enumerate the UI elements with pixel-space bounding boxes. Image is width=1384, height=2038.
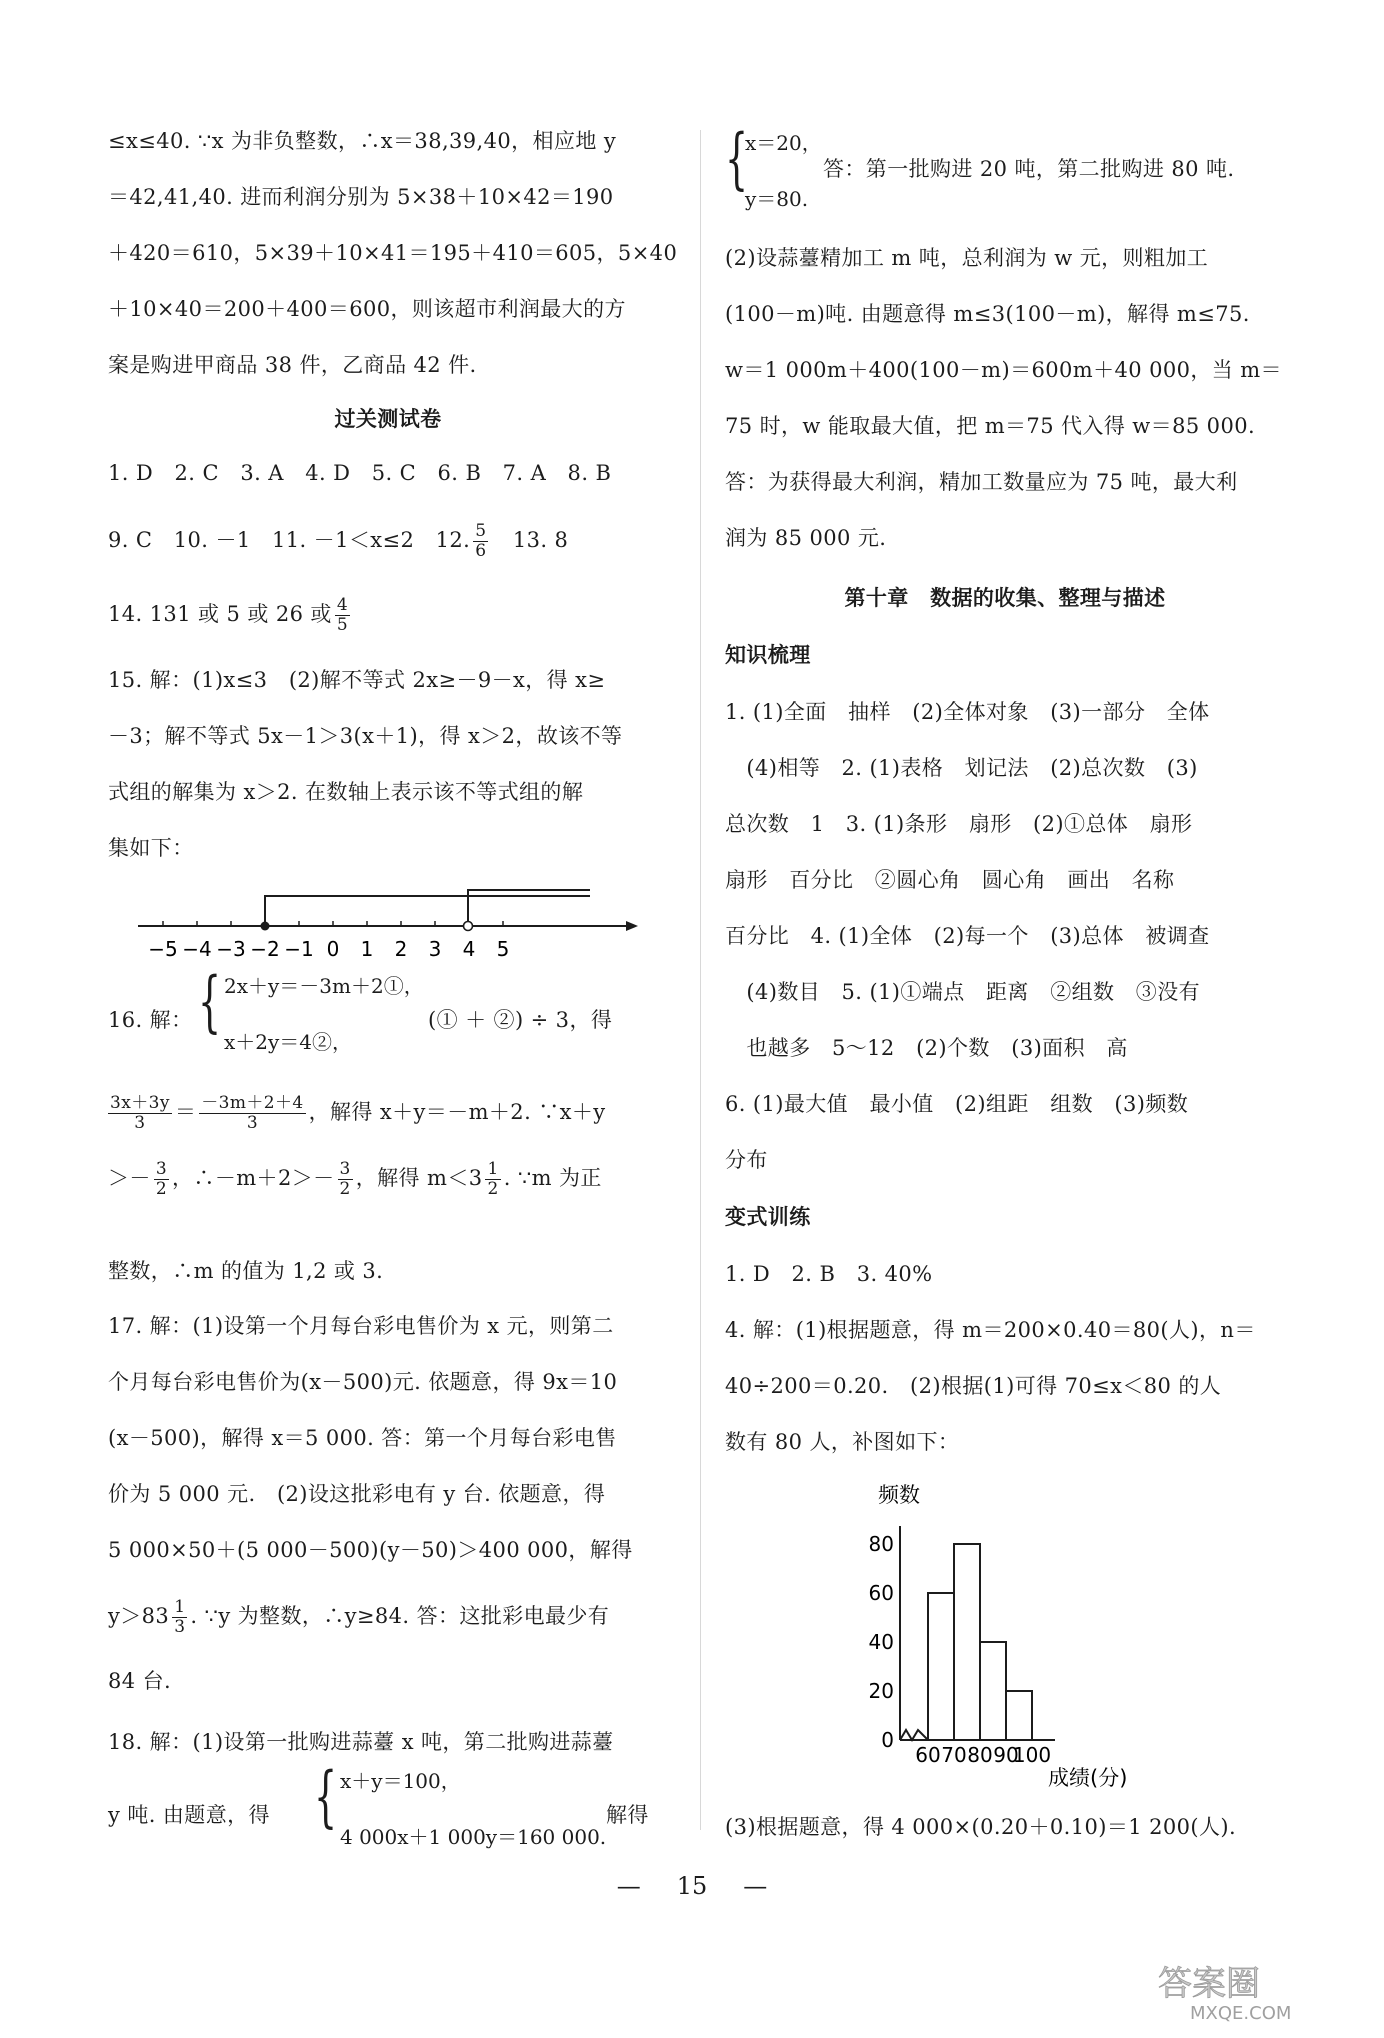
question-17-line: 价为 5 000 元. (2)设这批彩电有 y 台. 依题意，得 [108, 1482, 606, 1506]
fraction: $\frac{3x+3y}{3}$ [110, 1093, 170, 1133]
closed-point [261, 922, 270, 931]
part2-line: (2)设蒜薹精加工 m 吨，总利润为 w 元，则粗加工 [725, 246, 1209, 270]
x-tick-label: 80 [967, 1743, 993, 1767]
histogram-bar-90-100 [1006, 1691, 1032, 1740]
knowledge-title: 知识梳理 [725, 642, 811, 667]
page-number: — 15 — [616, 1872, 768, 1900]
variant-title: 变式训练 [725, 1204, 811, 1229]
question-16-line: ＞－ $\frac{3}{2}$ ，∴－m＋2＞－ $\frac{3}{2}$ ，解得 m＜3 $\frac{1}{2}$ . ∵m 为正 [108, 1159, 602, 1199]
x-tick-label: 70 [941, 1743, 967, 1767]
question-15-line: 15. 解：(1)x≤3 (2)解不等式 2x≥－9－x，得 x≥ [108, 668, 606, 692]
equation-row: x＝20， [745, 131, 822, 155]
part2-line: (100－m)吨. 由题意得 m≤3(100－m)，解得 m≤75. [725, 302, 1250, 326]
frequency-histogram [830, 1478, 1130, 1793]
x-axis-label: 成绩(分) [1048, 1766, 1128, 1790]
histogram-bar-70-80 [954, 1544, 980, 1740]
solution-bracket-x-ge-minus3 [265, 896, 590, 926]
question-16-line: 整数，∴m 的值为 1,2 或 3. [108, 1259, 384, 1283]
answers-row [108, 522, 568, 561]
axis-break-zigzag [900, 1730, 928, 1740]
question-17-line: y＞83 $\frac{1}{3}$ . ∵y 为整数，∴y≥84. 答：这批彩电最少有 [108, 1597, 610, 1637]
number-line-tick-label: −3 [216, 937, 246, 961]
watermark-url: MXQE.COM [1190, 2003, 1292, 2024]
column-divider [700, 130, 701, 1830]
question-15-line: 式组的解集为 x＞2. 在数轴上表示该不等式组的解 [108, 780, 584, 804]
brace-icon: { [725, 120, 749, 197]
intro-line: ≤x≤40. ∵x 为非负整数，∴x＝38,39,40，相应地 y [108, 129, 617, 153]
intro-line: ＋10×40＝200＋400＝600，则该超市利润最大的方 [108, 297, 626, 321]
x-tick-label: 100 [1012, 1743, 1052, 1767]
fraction: $\frac{1}{3}$ [174, 1597, 186, 1637]
y-tick-label: 0 [881, 1728, 894, 1752]
y-axis-label: 频数 [878, 1483, 920, 1507]
question-14: 14. 131 或 5 或 26 或 $\frac{4}{5}$ [108, 595, 349, 635]
number-line-tick-label: 5 [496, 937, 510, 961]
knowledge-line: 总次数 1 3. (1)条形 扇形 (2)①总体 扇形 [725, 812, 1193, 836]
knowledge-line: 百分比 4. (1)全体 (2)每一个 (3)总体 被调查 [725, 924, 1210, 948]
question-4-line: 4. 解：(1)根据题意，得 m＝200×0.40＝80(人)，n＝ [725, 1318, 1256, 1342]
number-line-tick-label: −5 [148, 937, 178, 961]
knowledge-line: 扇形 百分比 ②圆心角 圆心角 画出 名称 [725, 868, 1175, 892]
question-16-tail: (① ＋ ②) ÷ 3，得 [428, 1008, 613, 1032]
arrow-icon [626, 921, 638, 931]
watermark-text: 答案圈 [1158, 1964, 1260, 2004]
question-16-line: $\frac{3x+3y}{3}$ ＝ $\frac{-3m+2+4}{3}$ ，解得 x＋y＝－m＋2. ∵x＋y [110, 1093, 606, 1133]
section-title: 过关测试卷 [334, 406, 442, 431]
knowledge-line: (4)相等 2. (1)表格 划记法 (2)总次数 (3) [725, 756, 1198, 780]
watermark-logo [1150, 1955, 1360, 2025]
equation-row: 4 000x＋1 000y＝160 000. [340, 1825, 607, 1849]
question-18-label: y 吨. 由题意，得 [108, 1803, 270, 1827]
equation-row: y＝80. [745, 187, 809, 211]
intro-line: ＋420＝610，5×39＋10×41＝195＋410＝605，5×40 [108, 241, 678, 265]
part2-line: 答：为获得最大利润，精加工数量应为 75 吨，最大利 [725, 470, 1238, 494]
fraction: $\frac{3}{2}$ [339, 1159, 351, 1199]
question-4-line: 40÷200＝0.20. (2)根据(1)可得 70≤x＜80 的人 [725, 1374, 1222, 1398]
answer-line: 答：第一批购进 20 吨，第二批购进 80 吨. [823, 157, 1235, 181]
number-line-tick-label: 4 [462, 937, 476, 961]
number-line [138, 880, 658, 970]
equation-row: 2x＋y＝－3m＋2①， [224, 974, 424, 998]
y-tick-label: 40 [868, 1630, 894, 1654]
question-16-label: 16. 解： [108, 1008, 193, 1032]
intro-line: 案是购进甲商品 38 件，乙商品 42 件. [108, 353, 477, 377]
y-tick-label: 60 [868, 1581, 894, 1605]
number-line-tick-label: −2 [250, 937, 280, 961]
knowledge-line: 1. (1)全面 抽样 (2)全体对象 (3)一部分 全体 [725, 700, 1210, 724]
number-line-tick-label: 3 [428, 937, 442, 961]
answers-row-text: 13. 8 [512, 528, 569, 552]
knowledge-line: 分布 [725, 1148, 768, 1172]
question-17-line: 5 000×50＋(5 000－500)(y－50)＞400 000，解得 [108, 1538, 633, 1562]
part2-line: w＝1 000m＋400(100－m)＝600m＋40 000，当 m＝ [725, 358, 1282, 382]
y-tick-label: 80 [868, 1532, 894, 1556]
brace-icon: { [198, 963, 222, 1040]
number-line-tick-label: −1 [284, 937, 314, 961]
knowledge-line: (4)数目 5. (1)①端点 距离 ②组数 ③没有 [725, 980, 1201, 1004]
histogram-bar-80-90 [980, 1642, 1006, 1740]
question-18-line: 18. 解：(1)设第一批购进蒜薹 x 吨，第二批购进蒜薹 [108, 1730, 614, 1754]
number-line-tick-label: 1 [360, 937, 374, 961]
number-line-tick-label: 2 [394, 937, 408, 961]
chapter-title: 第十章 数据的收集、整理与描述 [844, 585, 1166, 610]
x-tick-label: 90 [993, 1743, 1019, 1767]
variant-answers: 1. D 2. B 3. 40% [725, 1262, 933, 1286]
question-17-line: 17. 解：(1)设第一个月每台彩电售价为 x 元，则第二 [108, 1314, 614, 1338]
question-17-line: 个月每台彩电售价为(x－500)元. 依题意，得 9x＝10 [108, 1370, 618, 1394]
question-15-line: 集如下： [108, 836, 194, 860]
answers-row: 1. D 2. C 3. A 4. D 5. C 6. B 7. A 8. B [108, 461, 612, 485]
answers-row-text: 9. C 10. －1 11. －1＜x≤2 12. [108, 528, 471, 552]
part2-line: 润为 85 000 元. [725, 526, 887, 550]
open-point [464, 922, 473, 931]
brace-icon: { [314, 1758, 338, 1835]
question-4-line: (3)根据题意，得 4 000×(0.20＋0.10)＝1 200(人). [725, 1815, 1237, 1839]
fraction: $\frac{4}{5}$ [336, 595, 349, 635]
histogram-bar-60-70 [928, 1593, 954, 1740]
knowledge-line: 6. (1)最大值 最小值 (2)组距 组数 (3)频数 [725, 1092, 1189, 1116]
fraction: $\frac{-3m+2+4}{3}$ [201, 1093, 304, 1133]
part2-line: 75 时，w 能取最大值，把 m＝75 代入得 w＝85 000. [725, 414, 1256, 438]
equation-row: x＋y＝100， [340, 1769, 461, 1793]
fraction: $\frac{5}{6}$ [475, 521, 487, 561]
knowledge-line: 也越多 5～12 (2)个数 (3)面积 高 [725, 1036, 1128, 1060]
page-number-value: 15 [676, 1872, 708, 1900]
question-4-line: 数有 80 人，补图如下： [725, 1430, 960, 1454]
question-15-line: －3；解不等式 5x－1＞3(x＋1)，得 x＞2，故该不等 [108, 724, 623, 748]
equation-row: x＋2y＝4②， [224, 1030, 353, 1054]
fraction: $\frac{1}{2}$ [487, 1159, 499, 1199]
question-17-line: 84 台. [108, 1669, 172, 1693]
question-17-line: (x－500)，解得 x＝5 000. 答：第一个月每台彩电售 [108, 1426, 617, 1450]
number-line-tick-label: 0 [326, 937, 340, 961]
fraction: $\frac{3}{2}$ [155, 1159, 168, 1199]
y-tick-label: 20 [868, 1679, 894, 1703]
x-tick-label: 60 [915, 1743, 941, 1767]
question-18-tail: 解得 [606, 1803, 649, 1827]
number-line-tick-label: −4 [182, 937, 212, 961]
intro-line: ＝42,41,40. 进而利润分别为 5×38＋10×42＝190 [108, 185, 614, 209]
